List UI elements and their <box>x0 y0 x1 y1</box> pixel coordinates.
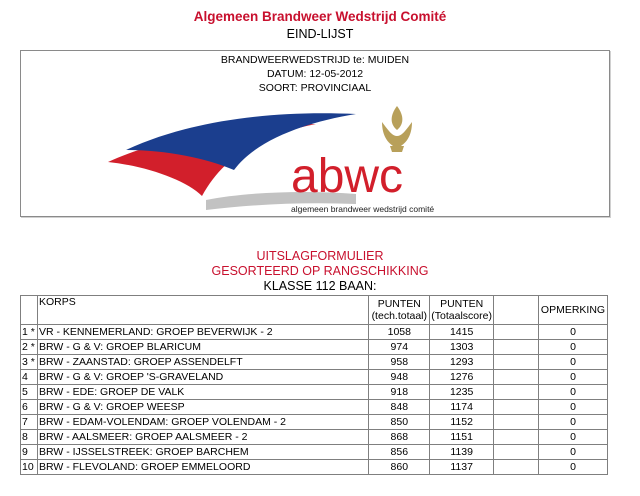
header-punten-tech <box>369 296 430 325</box>
row-nr: 10 <box>21 460 38 475</box>
sort-title: GESORTEERD OP RANGSCHIKKING <box>211 264 429 278</box>
klasse-title: KLASSE 112 BAAN: <box>263 279 377 293</box>
table-row <box>21 385 608 400</box>
row-blank <box>494 355 539 370</box>
row-opmerking: 0 <box>539 325 608 340</box>
row-tech: 958 <box>369 355 430 370</box>
row-tech: 1058 <box>369 325 430 340</box>
row-korps: BRW - IJSSELSTREEK: GROEP BARCHEM <box>38 445 369 460</box>
row-opmerking: 0 <box>539 430 608 445</box>
abwc-logo <box>106 100 436 218</box>
row-totaal: 1174 <box>430 400 494 415</box>
row-nr: 5 <box>21 385 38 400</box>
row-opmerking: 0 <box>539 355 608 370</box>
row-opmerking: 0 <box>539 370 608 385</box>
row-korps: BRW - AALSMEER: GROEP AALSMEER - 2 <box>38 430 369 445</box>
row-totaal: 1235 <box>430 385 494 400</box>
row-blank <box>494 445 539 460</box>
row-totaal: 1137 <box>430 460 494 475</box>
row-opmerking: 0 <box>539 415 608 430</box>
row-opmerking: 0 <box>539 400 608 415</box>
row-nr: 8 <box>21 430 38 445</box>
table-row <box>21 460 608 475</box>
table-row <box>21 415 608 430</box>
row-tech: 918 <box>369 385 430 400</box>
info-type: SOORT: PROVINCIAAL <box>258 82 372 94</box>
row-nr: 7 <box>21 415 38 430</box>
row-korps: BRW - G & V: GROEP WEESP <box>38 400 369 415</box>
header-punten-tech-line1: PUNTEN <box>377 298 421 310</box>
header-blank <box>494 296 539 325</box>
row-nr: 3 * <box>21 355 38 370</box>
row-blank <box>494 370 539 385</box>
header-punten-totaal-line1: PUNTEN <box>440 298 484 310</box>
table-row <box>21 340 608 355</box>
row-korps: BRW - FLEVOLAND: GROEP EMMELOORD <box>38 460 369 475</box>
row-blank <box>494 385 539 400</box>
row-totaal: 1151 <box>430 430 494 445</box>
row-totaal: 1293 <box>430 355 494 370</box>
table-row <box>21 370 608 385</box>
row-korps: VR - KENNEMERLAND: GROEP BEVERWIJK - 2 <box>38 325 369 340</box>
row-tech: 856 <box>369 445 430 460</box>
row-nr: 2 * <box>21 340 38 355</box>
info-date: DATUM: 12-05-2012 <box>266 68 364 80</box>
row-tech: 860 <box>369 460 430 475</box>
row-opmerking: 0 <box>539 385 608 400</box>
table-row <box>21 400 608 415</box>
table-row <box>21 355 608 370</box>
list-title: EIND-LIJST <box>286 27 354 41</box>
row-korps: BRW - G & V: GROEP 'S-GRAVELAND <box>38 370 369 385</box>
row-nr: 9 <box>21 445 38 460</box>
competition-info-box <box>20 50 610 217</box>
header-opmerking: OPMERKING <box>539 296 608 325</box>
row-opmerking: 0 <box>539 445 608 460</box>
row-blank <box>494 460 539 475</box>
header-nr <box>21 296 38 325</box>
row-totaal: 1276 <box>430 370 494 385</box>
logo-text: abwc <box>291 150 404 203</box>
row-totaal: 1303 <box>430 340 494 355</box>
row-blank <box>494 325 539 340</box>
results-table <box>20 295 608 475</box>
row-totaal: 1139 <box>430 445 494 460</box>
row-opmerking: 0 <box>539 340 608 355</box>
row-nr: 1 * <box>21 325 38 340</box>
table-header-row <box>21 296 608 325</box>
row-tech: 848 <box>369 400 430 415</box>
info-location: BRANDWEERWEDSTRIJD te: MUIDEN <box>220 54 410 66</box>
row-blank <box>494 400 539 415</box>
row-tech: 850 <box>369 415 430 430</box>
form-title: UITSLAGFORMULIER <box>256 249 384 263</box>
table-row <box>21 445 608 460</box>
table-row <box>21 430 608 445</box>
row-blank <box>494 415 539 430</box>
row-nr: 6 <box>21 400 38 415</box>
row-korps: BRW - EDAM-VOLENDAM: GROEP VOLENDAM - 2 <box>38 415 369 430</box>
row-korps: BRW - ZAANSTAD: GROEP ASSENDELFT <box>38 355 369 370</box>
row-korps: BRW - EDE: GROEP DE VALK <box>38 385 369 400</box>
header-punten-tech-line2: (tech.totaal) <box>371 310 428 322</box>
row-totaal: 1415 <box>430 325 494 340</box>
row-blank <box>494 340 539 355</box>
logo-subtitle: algemeen brandweer wedstrijd comité <box>291 204 435 214</box>
header-punten-totaal-line2: (Totaalscore) <box>431 310 492 322</box>
row-tech: 948 <box>369 370 430 385</box>
row-opmerking: 0 <box>539 460 608 475</box>
row-blank <box>494 430 539 445</box>
row-korps: BRW - G & V: GROEP BLARICUM <box>38 340 369 355</box>
header-korps: KORPS <box>38 296 369 325</box>
header-punten-totaal <box>430 296 494 325</box>
row-tech: 868 <box>369 430 430 445</box>
row-nr: 4 <box>21 370 38 385</box>
row-totaal: 1152 <box>430 415 494 430</box>
org-title: Algemeen Brandweer Wedstrijd Comité <box>193 9 447 24</box>
row-tech: 974 <box>369 340 430 355</box>
table-row <box>21 325 608 340</box>
flame-emblem-icon <box>382 106 412 152</box>
